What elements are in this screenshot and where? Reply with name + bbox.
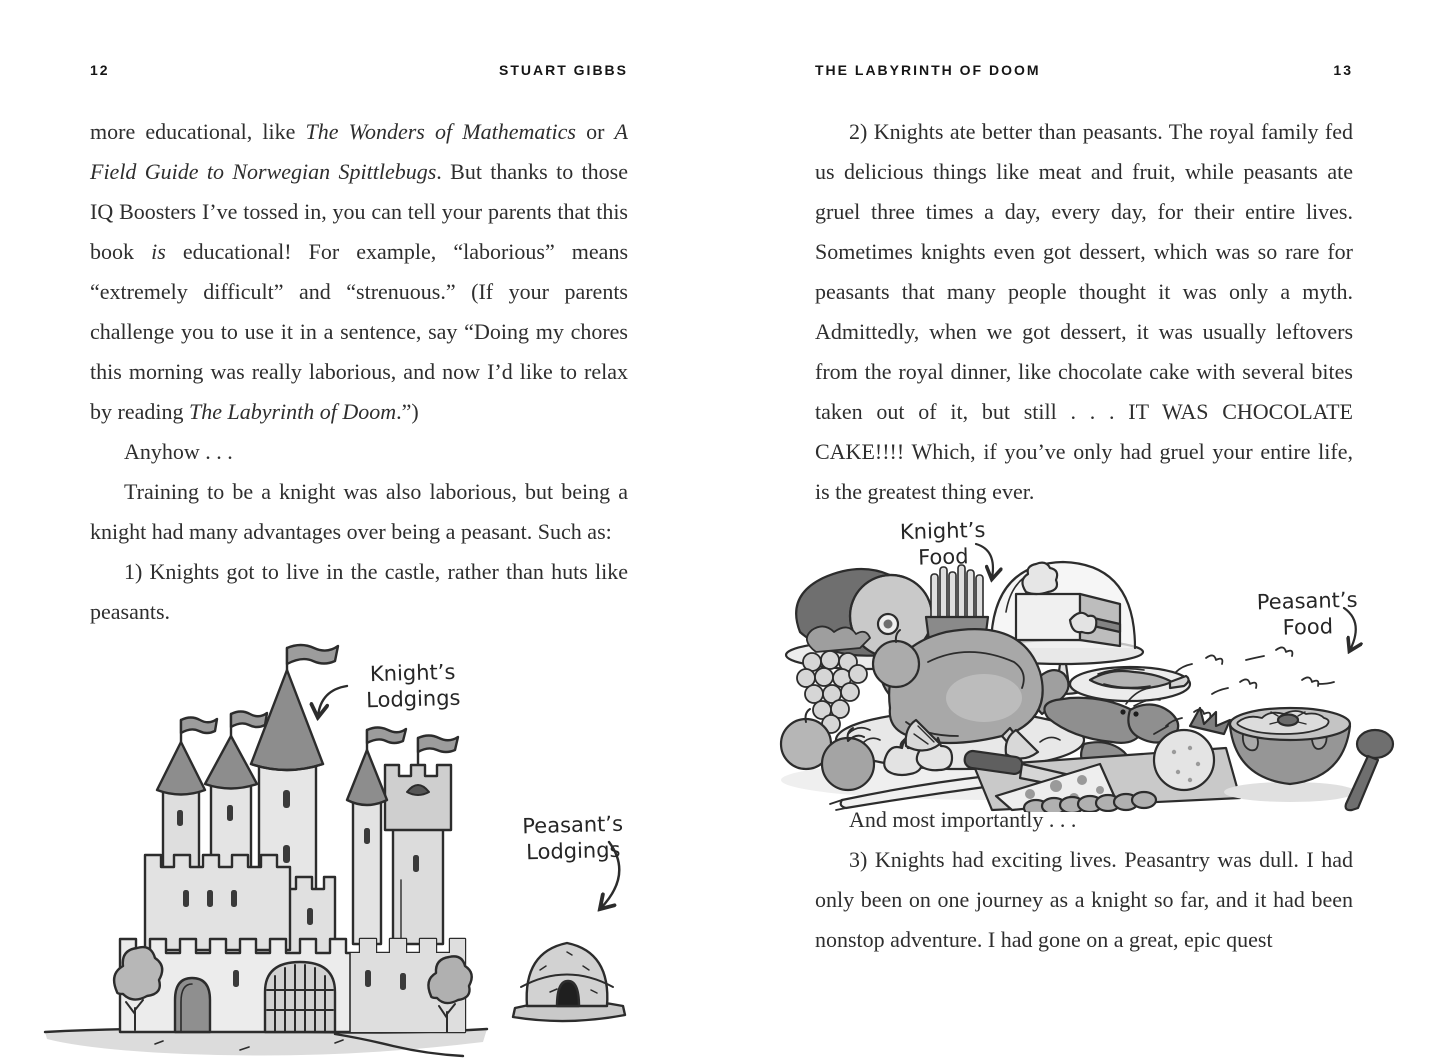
peasants-food-label: Peasant’s Food: [1256, 587, 1358, 640]
right-running-head: THE LABYRINTH OF DOOM: [815, 62, 1041, 78]
peasant-hut: [513, 943, 625, 1021]
knights-lodgings-label: Knight’s Lodgings: [365, 659, 461, 713]
paragraph: Training to be a knight was also laborious, but being a knight had many advantages over being a peasant. Such as:: [90, 479, 628, 544]
knights-food-label: Knight’s Food: [899, 517, 986, 570]
paragraph: more educational, like The Wonders of Mathematics or A Field Guide to Norwegian Spittlebugs. But thanks to those IQ Boosters I’ve tossed in, you can tell your parents that this book is educational! For example, “laborious” means “extremely difficult” and “strenuous.” (If your parents challenge you to use it in a sentence, say “Doing my chores this morning was really laborious, and now I’d like to relax by reading The Labyrinth of Doom.”): [90, 119, 629, 424]
castle-gate: [265, 962, 335, 1032]
paragraph: 1) Knights got to live in the castle, rather than huts like peasants.: [90, 559, 628, 624]
paragraph: 3) Knights had exciting lives. Peasantry was dull. I had only been on one journey as a knight so far, and it had been nonstop adventure. I had gone on a great, epic quest: [815, 847, 1353, 952]
right-page-number: 13: [1333, 62, 1353, 78]
paragraph: Anyhow . . .: [124, 439, 233, 464]
bacon-plate: [1070, 667, 1190, 701]
left-mid-block: [145, 855, 290, 950]
knights-food-vs-peasants-food-illustration: [778, 512, 1445, 812]
left-page-number: 12: [90, 62, 110, 78]
left-running-head: STUART GIBBS: [499, 62, 628, 78]
left-towers: [157, 712, 267, 869]
right-page-body-text-bottom: [815, 800, 1353, 960]
spoon: [1346, 730, 1393, 810]
grapes: [797, 626, 870, 733]
paragraph: And most importantly . . .: [849, 807, 1077, 832]
paragraph: 2) Knights ate better than peasants. The royal family fed us delicious things like meat and fruit, while peasants ate gruel three times a day, every day, for their entire lives. Sometimes knights even got dessert, which was so rare for peasants that many people thought it was only a myth. Admittedly, when we got dessert, it was usually leftovers from the royal dinner, like chocolate cake with several bites taken out of it, but still . . . IT WAS CHOCOLATE CAKE!!!! Which, if you’ve only had gruel your entire life, is the greatest thing ever.: [815, 119, 1353, 504]
peasants-lodgings-label: Peasant’s Lodgings: [522, 811, 624, 865]
right-page-body-text-top: [815, 112, 1353, 512]
gruel-bowl: [1224, 708, 1356, 802]
knights-lodgings-arrow: [318, 686, 347, 716]
watchtower: [385, 736, 458, 945]
left-page-body-text: [90, 112, 628, 632]
